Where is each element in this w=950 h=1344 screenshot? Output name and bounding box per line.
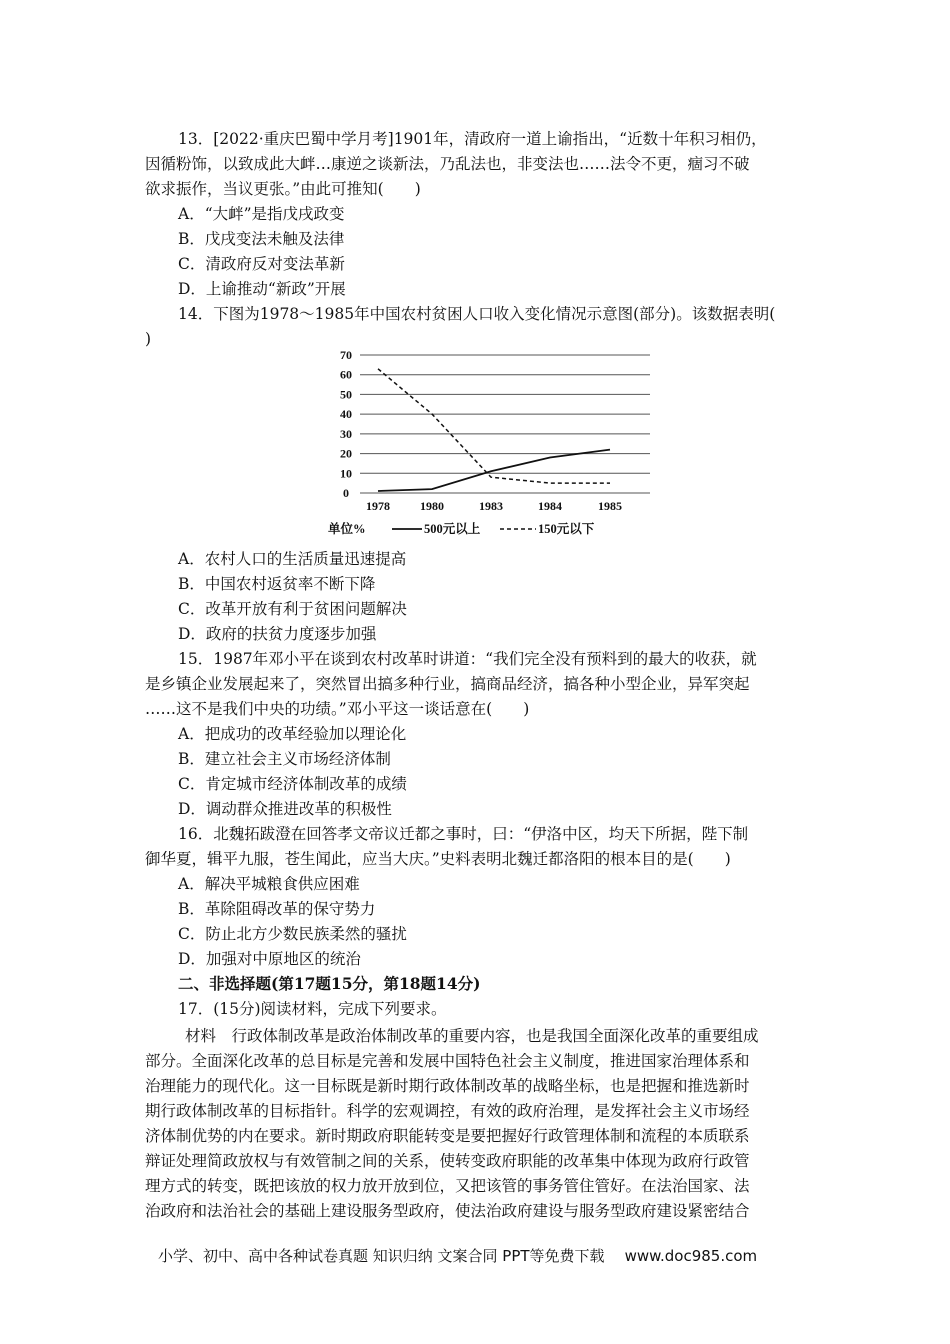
y-tick-label: 70: [340, 348, 352, 362]
q16-option-c: C．防止北方少数民族柔然的骚扰: [178, 925, 407, 943]
q16-option-a: A．解决平城粮食供应困难: [178, 875, 360, 893]
y-tick-label: 60: [340, 367, 352, 382]
footer-text: 小学、初中、高中各种试卷真题 知识归纳 文案合同 PPT等免费下载: [158, 1247, 605, 1265]
q15-option-d: D．调动群众推进改革的积极性: [178, 800, 392, 818]
chart-legend: [328, 521, 595, 536]
q13-line-2: 因循粉饰，以致成此大衅…康逆之谈新法，乃乱法也，非变法也……法令不更，痼习不破: [145, 155, 750, 173]
q13-option-a: A．“大衅”是指戊戌政变: [178, 205, 345, 223]
section-2-heading: 二、非选择题(第17题15分，第18题14分): [178, 974, 481, 993]
q17-material-line-4: 期行政体制改革的目标指针。科学的宏观调控，有效的政府治理，是发挥社会主义市场经: [145, 1102, 750, 1120]
q16-option-d: D．加强对中原地区的统治: [178, 950, 361, 968]
q17-material-line-6: 辩证处理简政放权与有效管制之间的关系，使转变政府职能的改革集中体现为政府行政管: [145, 1152, 750, 1170]
x-tick-label: 1983: [479, 499, 503, 513]
y-tick-label: 10: [340, 466, 352, 481]
chart-series: [378, 369, 610, 491]
q13-line-3: 欲求振作，当议更张。”由此可推知( ): [145, 180, 421, 198]
q16-option-b: B．革除阻碍改革的保守势力: [178, 900, 376, 918]
q14-line-2: ): [145, 330, 152, 348]
footer: [158, 1245, 757, 1266]
chart-x-ticks: [366, 499, 622, 513]
y-tick-label: 40: [340, 407, 352, 422]
series-line-above-500: [378, 450, 610, 491]
footer-url[interactable]: www.doc985.com: [624, 1247, 758, 1265]
chart-gridlines: [360, 355, 650, 493]
q14-option-d: D．政府的扶贫力度逐步加强: [178, 625, 377, 643]
q17-material-line-5: 济体制优势的内在要求。新时期政府职能转变是要把握好行政管理体制和流程的本质联系: [145, 1127, 750, 1145]
q15-line-3: ……这不是我们中央的功绩。”邓小平这一谈话意在( ): [145, 700, 530, 718]
q15-option-c: C．肯定城市经济体制改革的成绩: [178, 775, 407, 793]
x-tick-label: 1984: [538, 499, 562, 513]
q14-option-a: A．农村人口的生活质量迅速提高: [178, 550, 407, 568]
y-tick-label: 20: [340, 446, 352, 461]
q17-material-line-3: 治理能力的现代化。这一目标既是新时期行政体制改革的战略坐标，也是把握和推选新时: [145, 1077, 750, 1095]
y-tick-label: 30: [340, 426, 352, 441]
chart-y-ticks: [340, 348, 352, 500]
q14-option-b: B．中国农村返贫率不断下降: [178, 575, 376, 593]
q14-line-1: 14．下图为1978～1985年中国农村贫困人口收入变化情况示意图(部分)。该数据表明(: [178, 305, 776, 323]
legend-label-below-150: 150元以下: [538, 522, 595, 536]
q17-material-line-1: 材料 行政体制改革是政治体制改革的重要内容，也是我国全面深化改革的重要组成: [185, 1027, 759, 1045]
y-tick-label: 0: [343, 486, 349, 500]
q13-line-1: 13．[2022·重庆巴蜀中学月考]1901年，清政府一道上谕指出，“近数十年积习相仍，: [178, 130, 767, 148]
y-tick-label: 50: [340, 387, 352, 402]
q13-option-b: B．戊戌变法未触及法律: [178, 230, 345, 248]
legend-unit-label: 单位%: [328, 522, 366, 536]
x-tick-label: 1980: [420, 499, 444, 513]
q17-material-line-2: 部分。全面深化改革的总目标是完善和发展中国特色社会主义制度，推进国家治理体系和: [145, 1052, 750, 1070]
q17-material-line-7: 理方式的转变，既把该放的权力放开放到位，又把该管的事务管住管好。在法治国家、法: [145, 1177, 750, 1195]
q14-option-c: C．改革开放有利于贫困问题解决: [178, 600, 407, 618]
q13-option-c: C．清政府反对变法革新: [178, 255, 345, 273]
legend-label-above-500: 500元以上: [424, 522, 481, 536]
q15-line-1: 15．1987年邓小平在谈到农村改革时讲道：“我们完全没有预料到的最大的收获，就: [178, 650, 757, 668]
q15-option-a: A．把成功的改革经验加以理论化: [178, 725, 407, 743]
poverty-income-chart: [320, 345, 660, 545]
x-tick-label: 1978: [366, 499, 390, 513]
q15-line-2: 是乡镇企业发展起来了，突然冒出搞多种行业，搞商品经济，搞各种小型企业，异军突起: [145, 675, 750, 693]
q15-option-b: B．建立社会主义市场经济体制: [178, 750, 391, 768]
q17-material-line-8: 治政府和法治社会的基础上建设服务型政府，使法治政府建设与服务型政府建设紧密结合: [145, 1202, 750, 1220]
q13-option-d: D．上谕推动“新政”开展: [178, 280, 346, 298]
q16-line-1: 16．北魏拓跋澄在回答孝文帝议迁都之事时，曰：“伊洛中区，均天下所据，陛下制: [178, 825, 749, 843]
q17-intro: 17．(15分)阅读材料，完成下列要求。: [178, 1000, 447, 1018]
q16-line-2: 御华夏，辑平九服，苍生闻此，应当大庆。”史料表明北魏迁都洛阳的根本目的是( ): [145, 850, 731, 868]
series-line-below-150: [378, 369, 610, 483]
x-tick-label: 1985: [598, 499, 622, 513]
